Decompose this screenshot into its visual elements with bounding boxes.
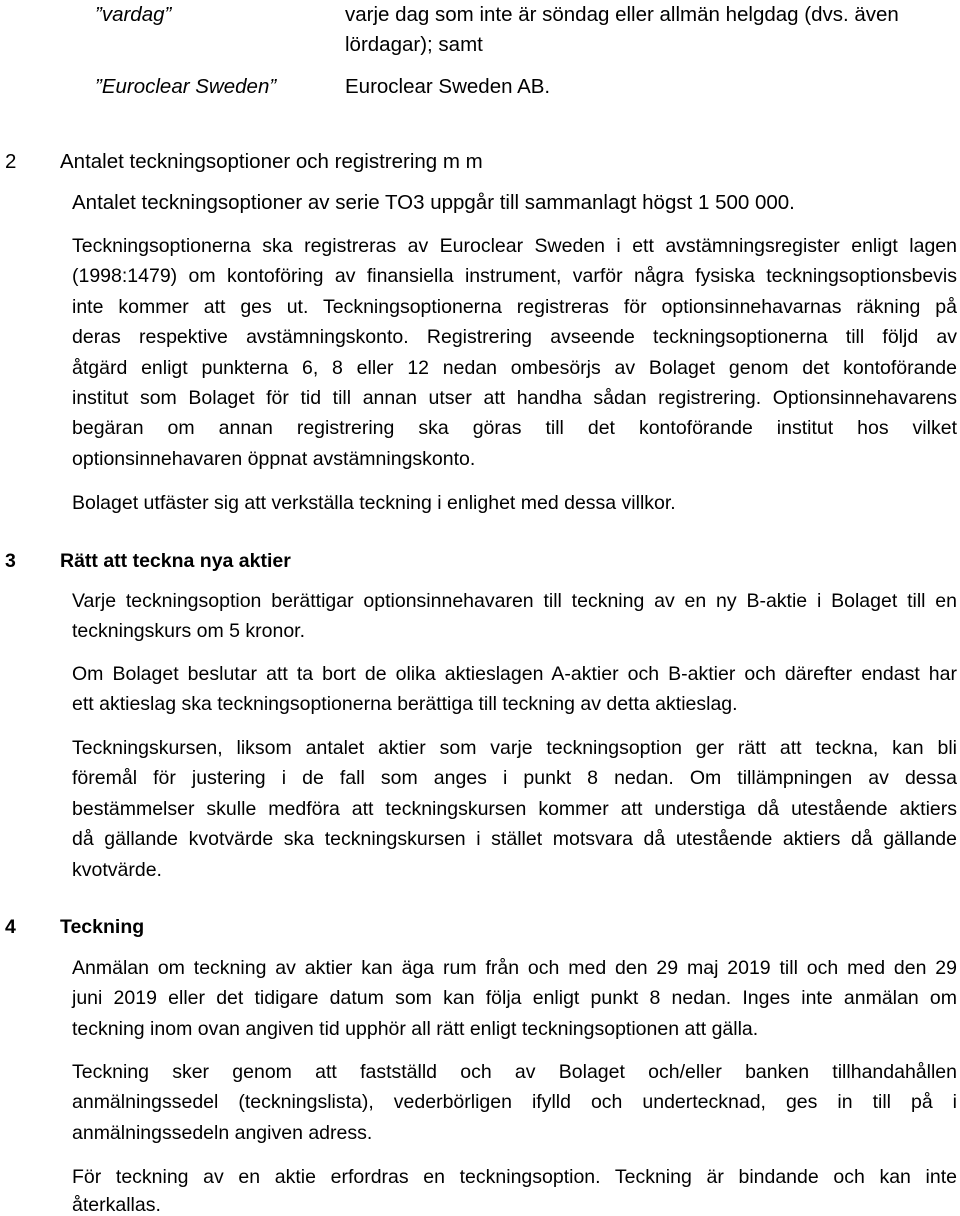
paragraph <box>72 188 957 218</box>
paragraph-line: Teckning sker genom att fastställd och av Bolaget och/eller banken tillhandahållen <box>72 1061 957 1083</box>
section-number: 4 <box>5 916 16 938</box>
paragraph-line: Anmälan om teckning av aktier kan äga rum från och med den 29 maj 2019 till och med den 29 <box>72 957 957 979</box>
definition-line: lördagar); samt <box>345 33 483 56</box>
paragraph-line: juni 2019 eller det tidigare datum som kan följa enligt punkt 8 nedan. Inges inte anmälan om <box>72 987 957 1010</box>
section-heading: Teckning <box>60 916 145 938</box>
definition-term: ”vardag” <box>95 3 172 26</box>
paragraph-line: institut som Bolaget för tid till annan utser att handha sådan registrering. Optionsinnehavarens <box>72 387 957 410</box>
paragraph-line: åtgärd enligt punkterna 6, 8 eller 12 nedan ombesörjs av Bolaget genom det kontoförande <box>72 356 957 379</box>
paragraph-line: ett aktieslag ska teckningsoptionerna berättiga till teckning av detta aktieslag. <box>72 693 738 716</box>
paragraph-line: inte kommer att ges ut. Teckningsoptionerna registreras för optionsinnehavarnas räkning på <box>72 295 957 318</box>
paragraph <box>72 488 957 518</box>
paragraph <box>72 733 957 885</box>
paragraph <box>72 1162 957 1214</box>
paragraph-line: teckning inom ovan angiven tid upphör all rätt enligt teckningsoptionen att gälla. <box>72 1017 759 1040</box>
paragraph-line: anmälningssedeln angiven adress. <box>72 1121 373 1144</box>
paragraph <box>72 953 957 1044</box>
paragraph-line: Teckningskursen, liksom antalet aktier som varje teckningsoption ger rätt att teckna, kan bli <box>72 737 957 759</box>
definition-text <box>345 72 945 102</box>
section-heading: Antalet teckningsoptioner och registrering m m <box>60 150 483 173</box>
paragraph <box>72 231 957 474</box>
paragraph-line: föremål för justering i de fall som anges i punkt 8 nedan. Om tillämpningen av dessa <box>72 767 957 790</box>
paragraph-line: Antalet teckningsoptioner av serie TO3 uppgår till sammanlagt högst 1 500 000. <box>72 191 795 214</box>
paragraph-line: anmälningssedel (teckningslista), vederbörligen ifylld och undertecknad, ges in till på i <box>72 1091 957 1114</box>
paragraph-line: återkallas. <box>72 1194 161 1216</box>
paragraph-line: bestämmelser skulle medföra att teckningskursen kommer att understiga då utestående aktiers <box>72 797 957 820</box>
paragraph-line: optionsinnehavaren öppnat avstämningskonto. <box>72 447 476 470</box>
paragraph-line: Om Bolaget beslutar att ta bort de olika aktieslagen A-aktier och B-aktier och därefter endast har <box>72 663 957 685</box>
paragraph-line: (1998:1479) om kontoföring av finansiella instrument, varför några fysiska teckningsoptionsbevis <box>72 265 957 288</box>
definition-line: varje dag som inte är söndag eller allmän helgdag (dvs. även <box>345 3 899 26</box>
paragraph-line: Teckningsoptionerna ska registreras av Euroclear Sweden i ett avstämningsregister enligt lagen <box>72 235 957 257</box>
paragraph-line: då gällande kvotvärde ska teckningskursen i stället motsvara då utestående aktiers då gällande <box>72 828 957 851</box>
definition-line: Euroclear Sweden AB. <box>345 75 551 98</box>
paragraph-line: teckningskurs om 5 kronor. <box>72 620 306 643</box>
definition-term: ”Euroclear Sweden” <box>95 75 277 98</box>
paragraph-line: begäran om annan registrering ska göras till det kontoförande institut hos vilket <box>72 417 957 440</box>
definition-text <box>345 0 945 60</box>
paragraph <box>72 1057 957 1148</box>
paragraph-line: Bolaget utfäster sig att verkställa teckning i enlighet med dessa villkor. <box>72 492 676 514</box>
section-number: 3 <box>5 550 16 572</box>
paragraph <box>72 659 957 720</box>
paragraph-line: deras respektive avstämningskonto. Registrering avseende teckningsoptionerna till följd av <box>72 326 957 349</box>
paragraph-line: För teckning av en aktie erfordras en teckningsoption. Teckning är bindande och kan inte <box>72 1166 957 1188</box>
paragraph-line: Varje teckningsoption berättigar optionsinnehavaren till teckning av en ny B-aktie i Bolaget till en <box>72 590 957 612</box>
paragraph <box>72 586 957 647</box>
section-heading: Rätt att teckna nya aktier <box>60 550 291 572</box>
section-number: 2 <box>5 150 17 173</box>
paragraph-line: kvotvärde. <box>72 858 162 881</box>
